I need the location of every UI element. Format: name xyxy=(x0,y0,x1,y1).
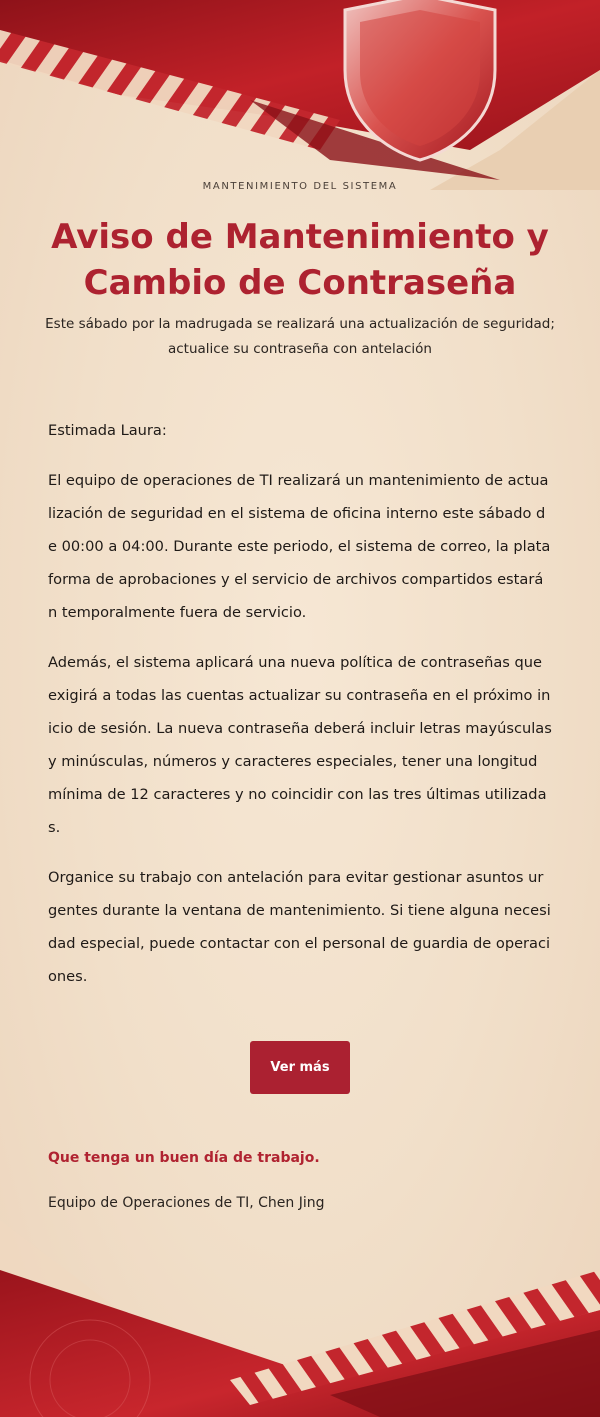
bottom-banner xyxy=(0,1180,600,1417)
page-title: Aviso de Mantenimiento y Cambio de Contraseña xyxy=(51,217,549,303)
paragraph-maintenance: El equipo de operaciones de TI realizará un mantenimiento de actualización de seguridad en el sistema de oficina interno este sábado de 00:00 a 04:00. Durante este periodo, el sistema de correo, la plataforma de aprobaciones y el servicio de archivos compartidos estarán temporalmente fuera de servicio. xyxy=(48,472,551,621)
closing-line: Que tenga un buen día de trabajo. xyxy=(48,1150,320,1166)
paragraph-password-policy: Además, el sistema aplicará una nueva política de contraseñas que exigirá a todas las cuentas actualizar su contraseña en el próximo inicio de sesión. La nueva contraseña deberá incluir letras mayúsculas y minúsculas, números y caracteres especiales, tener una longitud mínima de 12 caracteres y no coincidir con las tres últimas utilizadas. xyxy=(48,654,552,836)
message-body xyxy=(48,414,552,1010)
kicker-text: MANTENIMIENTO DEL SISTEMA xyxy=(202,181,398,192)
see-more-button[interactable]: Ver más xyxy=(250,1041,350,1094)
paragraph-recommendation: Organice su trabajo con antelación para evitar gestionar asuntos urgentes durante la ventana de mantenimiento. Si tiene alguna necesidad especial, puede contactar con el personal de guardia de operaciones. xyxy=(48,869,551,985)
top-banner xyxy=(0,0,600,190)
greeting: Estimada Laura: xyxy=(48,422,167,439)
signature: Equipo de Operaciones de TI, Chen Jing xyxy=(48,1195,325,1211)
page-subtitle: Este sábado por la madrugada se realizará una actualización de seguridad; actualice su contraseña con antelación xyxy=(45,316,555,357)
